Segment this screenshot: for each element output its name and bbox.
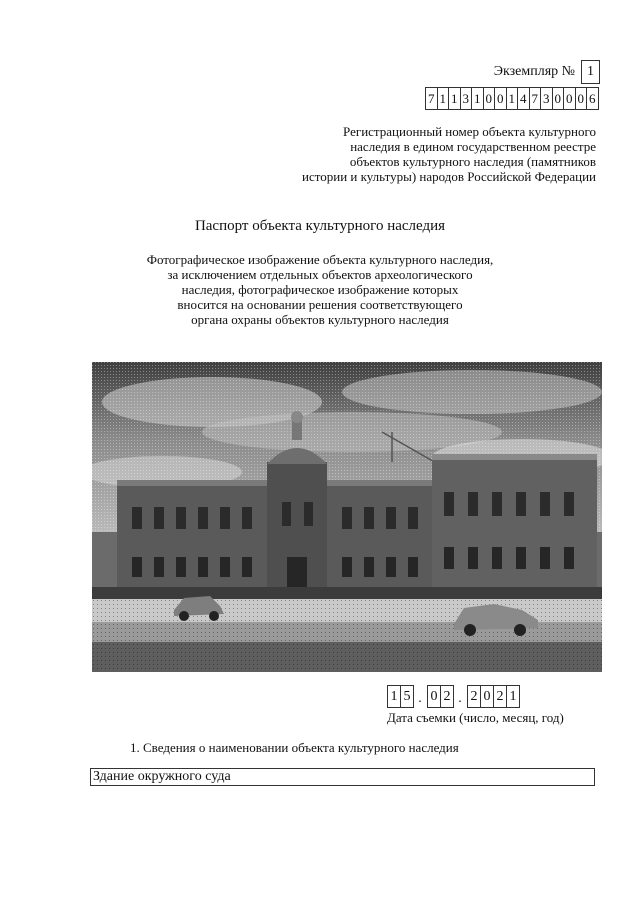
reg-digit: 1 [448,87,461,110]
building-photo [92,362,602,672]
registration-caption [276,124,596,184]
shooting-date [387,685,519,708]
photo-caption-line: за исключением отдельных объектов археологического [167,267,473,282]
reg-digit: 1 [437,87,450,110]
reg-digit: 0 [494,87,507,110]
photo-caption-line: наследия, фотографическое изображение которых [181,282,459,297]
object-name-field: Здание окружного суда [90,768,595,786]
photo-caption-line: вносится на основании решения соответствующего [177,297,463,312]
page-title: Паспорт объекта культурного наследия [194,218,446,234]
date-separator: . [458,691,462,706]
date-digit: 2 [440,685,454,708]
date-digit: 1 [387,685,401,708]
reg-digit: 1 [506,87,519,110]
reg-digit: 0 [563,87,576,110]
reg-digit: 1 [471,87,484,110]
date-digit: 0 [480,685,494,708]
date-caption: Дата съемки (число, месяц, год) [387,710,564,725]
date-digit: 5 [400,685,414,708]
date-separator: . [418,691,422,706]
reg-digit: 0 [483,87,496,110]
reg-digit: 0 [552,87,565,110]
date-digit: 2 [493,685,507,708]
copy-label: Экземпляр № [493,64,575,79]
reg-caption-line: объектов культурного наследия (памятников [349,154,596,169]
date-digit: 1 [506,685,520,708]
copy-number-row [494,60,600,84]
reg-caption-line: Регистрационный номер объекта культурного [343,124,596,139]
reg-caption-line: наследия в едином государственном реестре [350,139,596,154]
reg-digit: 0 [575,87,588,110]
reg-digit: 4 [517,87,530,110]
reg-caption-line: истории и культуры) народов Российской Федерации [302,169,596,184]
copy-number-cell: 1 [581,60,600,84]
reg-digit: 3 [540,87,553,110]
reg-digit: 6 [586,87,599,110]
building-photo-icon [92,362,602,672]
reg-digit: 7 [425,87,438,110]
photo-caption [0,252,640,327]
photo-caption-line: органа охраны объектов культурного наследия [191,312,449,327]
registration-number [425,87,598,110]
photo-caption-line: Фотографическое изображение объекта культурного наследия, [146,252,494,267]
reg-digit: 7 [529,87,542,110]
date-digit: 0 [427,685,441,708]
date-digit: 2 [467,685,481,708]
reg-digit: 3 [460,87,473,110]
section-1-title: 1. Сведения о наименовании объекта культурного наследия [130,740,459,755]
